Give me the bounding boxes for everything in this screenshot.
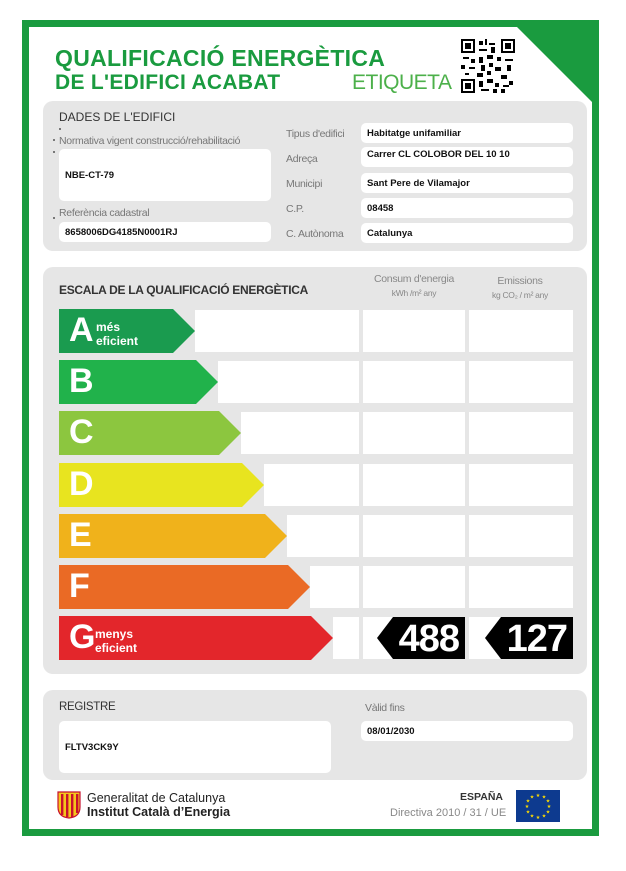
adreca-label: Adreça [286,153,318,165]
svg-text:★: ★ [546,804,552,810]
bullet-dot [53,151,55,153]
section-title-escala: ESCALA DE LA QUALIFICACIÓ ENERGÈTICA [59,283,308,297]
tipus-value: Habitatge unifamiliar [361,123,573,143]
rating-letter-b: B [69,362,94,400]
qr-code-icon [461,39,515,93]
title-line1: QUALIFICACIÓ ENERGÈTICA [55,45,386,71]
energy-scale-panel [43,267,587,674]
emissions-value: 127 [506,618,567,660]
rating-sub-a: més eficient [96,320,139,348]
section-title-dades: DADES DE L'EDIFICI [59,110,176,124]
rating-letter-g: G [69,618,96,656]
tipus-label: Tipus d'edifici [286,128,345,140]
cp-value: 08458 [361,198,573,218]
grid-cell [264,464,359,506]
consum-head: Consum d'energia [373,273,455,285]
rating-letter-c: C [69,413,94,451]
rating-letter-f: F [69,567,90,605]
svg-text:★: ★ [524,804,530,810]
emissions-cell-b [469,361,573,403]
arrow-fill [59,565,310,609]
svg-text:★: ★ [535,815,541,821]
eu-flag-icon [516,790,560,822]
cp-label: C.P. [286,203,304,215]
energy-label-frame [22,20,599,836]
rating-letter-d: D [69,465,94,503]
emissions-unit: kg CO₂ / m² any [492,290,548,300]
corner-triangle [517,27,592,102]
normativa-value: NBE-CT-79 [59,149,271,201]
emissions-cell-e [469,515,573,557]
emissions-cell-c [469,412,573,454]
adreca-value: Carrer CL COLOBOR DEL 10 10 [361,147,573,167]
registre-value: FLTV3CK9Y [59,721,331,773]
grid-cell [218,361,359,403]
svg-text:★: ★ [529,794,535,801]
svg-text:★: ★ [529,813,535,820]
emissions-cell-a [469,310,573,352]
consum-cell-a [363,310,465,352]
arrow-fill [59,514,287,558]
generalitat-label: Generalitat de Catalunya [87,791,226,805]
grid-cell [287,515,359,557]
emissions-value-indicator [485,617,573,659]
section-title-registre: REGISTRE [59,701,116,713]
consum-cell-d [363,464,465,506]
rating-letter-a: A [69,311,94,349]
consum-value: 488 [398,618,459,660]
bullet-dot [59,128,61,130]
autonoma-value: Catalunya [361,223,573,243]
autonoma-label: C. Autònoma [286,228,344,240]
referencia-value: 8658006DG4185N0001RJ [59,222,271,242]
svg-text:★: ★ [545,809,551,816]
svg-text:★: ★ [535,793,541,799]
svg-text:★: ★ [525,809,531,816]
svg-text:★: ★ [525,798,531,805]
consum-cell-e [363,515,465,557]
espana-label: ESPAÑA [460,791,503,803]
normativa-label: Normativa vigent construcció/rehabilitació [59,135,241,147]
consum-cell-f [363,566,465,608]
svg-text:★: ★ [541,794,547,801]
grid-cell [333,617,359,659]
grid-cell [195,310,359,352]
arrow-shape [59,565,310,609]
rating-sub-g: menys eficient [95,627,138,655]
municipi-value: Sant Pere de Vilamajor [361,173,573,193]
valid-value: 08/01/2030 [361,721,573,741]
emissions-column-header [467,275,573,300]
emissions-cell-f [469,566,573,608]
valid-label: Vàlid fins [365,702,405,714]
directiva-label: Directiva 2010 / 31 / UE [390,807,507,819]
consum-cell-c [363,412,465,454]
generalitat-seal-icon [57,791,81,819]
municipi-label: Municipi [286,178,323,190]
referencia-label: Referència cadastral [59,207,150,219]
title-line2: DE L'EDIFICI ACABAT [55,71,281,94]
bullet-dot [53,139,55,141]
grid-cell [241,412,359,454]
icaen-label: Institut Català d’Energia [87,805,231,819]
building-data-panel [43,101,587,251]
grid-cell [310,566,359,608]
rating-letter-e: E [69,516,92,554]
consum-column-header [359,273,469,298]
consum-value-indicator [377,617,465,659]
bullet-dot [53,217,55,219]
emissions-cell-d [469,464,573,506]
arrow-shape [59,514,287,558]
emissions-head: Emissions [497,275,543,287]
consum-cell-b [363,361,465,403]
etiqueta-label: ETIQUETA [352,71,452,94]
registry-panel [43,690,587,780]
consum-unit: kWh /m² any [391,288,437,298]
svg-text:★: ★ [541,813,547,820]
svg-text:★: ★ [545,798,551,805]
